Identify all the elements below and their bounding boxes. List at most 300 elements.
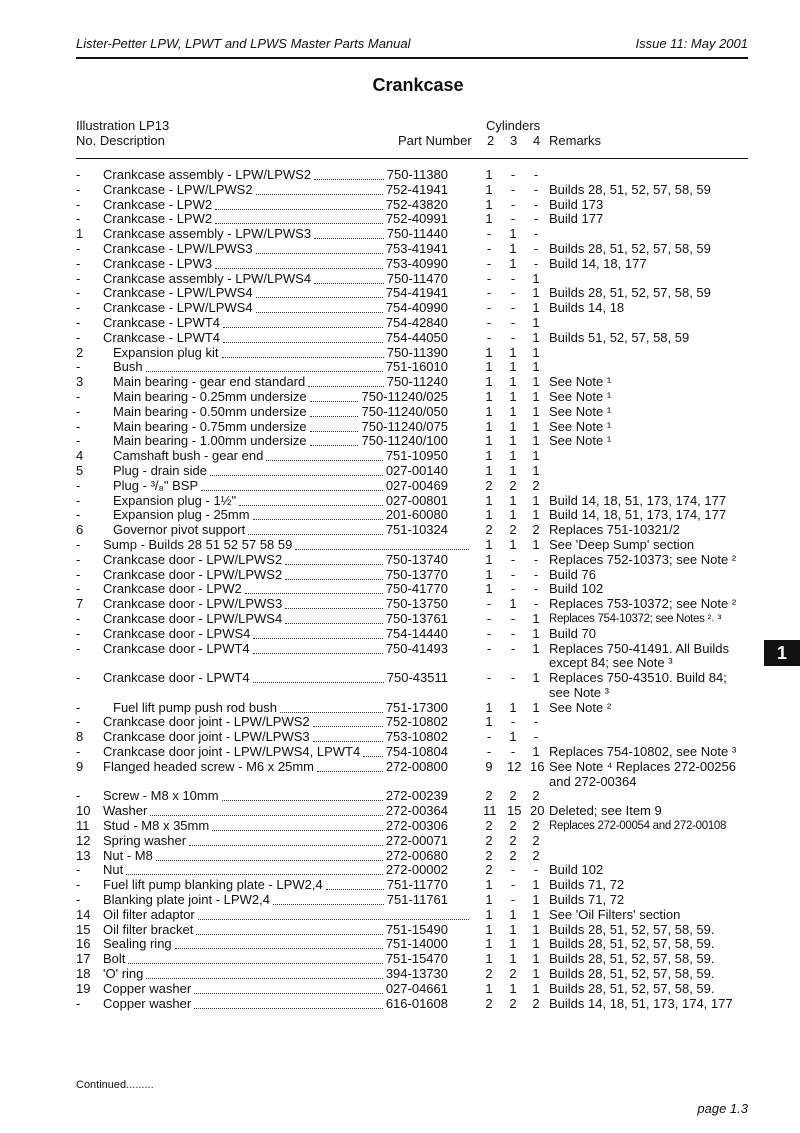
part-description: Crankcase door - LPW2: [103, 581, 242, 597]
qty-4cyl: 1: [532, 403, 540, 419]
table-row: [76, 508, 776, 523]
qty-2cyl: -: [486, 314, 492, 330]
part-number: 027-04661: [385, 980, 448, 996]
item-number: -: [76, 670, 81, 686]
qty-2cyl: -: [486, 300, 492, 316]
item-number: -: [76, 788, 81, 804]
remarks: Replaces 753-10372; see Note ²: [549, 596, 737, 612]
dot-leader: [256, 242, 383, 254]
remarks: See Note ²: [549, 699, 612, 715]
qty-2cyl: 2: [485, 847, 493, 863]
part-description: Main bearing - 1.00mm undersize: [113, 433, 307, 449]
qty-2cyl: 1: [485, 566, 493, 582]
qty-4cyl: 1: [532, 507, 540, 523]
qty-3cyl: -: [510, 877, 516, 893]
part-description: Expansion plug - 1½": [113, 492, 237, 508]
part-description: Crankcase assembly - LPW/LPWS4: [103, 270, 312, 286]
table-row: [76, 523, 776, 538]
remarks: Replaces 754-10372; see Notes ²˒ ³: [549, 612, 721, 625]
part-number: 751-16010: [385, 359, 448, 375]
part-number: 272-00364: [385, 803, 448, 819]
remarks: Builds 28, 51, 52, 57, 58, 59.: [549, 951, 715, 967]
dot-leader: [210, 464, 383, 476]
remarks: Build 14, 18, 177: [549, 255, 647, 271]
table-row: [76, 967, 776, 982]
part-description: Expansion plug - 25mm: [113, 507, 250, 523]
remarks: See Note ¹: [549, 388, 612, 404]
dot-leader: [248, 523, 383, 535]
qty-3cyl: -: [510, 270, 516, 286]
table-row: [76, 479, 776, 494]
table-row: [76, 982, 776, 997]
qty-3cyl: -: [510, 744, 516, 760]
qty-2cyl: 9: [485, 758, 493, 774]
item-number: 4: [76, 448, 84, 464]
remarks: Replaces 750-43510. Build 84;: [549, 670, 727, 686]
part-description: Governor pivot support: [113, 522, 246, 538]
qty-2cyl: 1: [485, 374, 493, 390]
qty-2cyl: -: [486, 240, 492, 256]
dot-leader: [194, 982, 383, 994]
qty-2cyl: 1: [485, 462, 493, 478]
remarks: Replaces 750-41491. All Builds: [549, 640, 729, 656]
qty-2cyl: 1: [485, 980, 493, 996]
item-number: 12: [76, 832, 91, 848]
qty-3cyl: 1: [509, 462, 517, 478]
dot-leader: [313, 715, 383, 727]
table-row: [76, 923, 776, 938]
cyl4-header: 4: [533, 133, 541, 148]
part-number: 750-11240/025: [361, 388, 448, 404]
qty-4cyl: 1: [532, 980, 540, 996]
qty-2cyl: 1: [485, 388, 493, 404]
qty-3cyl: -: [510, 181, 516, 197]
qty-4cyl: -: [533, 729, 539, 745]
item-number: -: [76, 270, 81, 286]
part-number: 750-41770: [385, 581, 448, 597]
qty-2cyl: 2: [485, 788, 493, 804]
qty-2cyl: 1: [485, 167, 493, 182]
dot-leader: [280, 701, 383, 713]
remarks: Builds 51, 52, 57, 58, 59: [549, 329, 690, 345]
qty-4cyl: 1: [532, 329, 540, 345]
qty-2cyl: 1: [485, 359, 493, 375]
qty-3cyl: 1: [509, 906, 517, 922]
item-number: -: [76, 625, 81, 641]
qty-4cyl: 1: [532, 433, 540, 449]
qty-4cyl: -: [533, 167, 539, 182]
qty-3cyl: 2: [509, 477, 517, 493]
table-header-rule: [76, 158, 748, 159]
qty-4cyl: 1: [532, 966, 540, 982]
qty-3cyl: 1: [509, 374, 517, 390]
part-description: Fuel lift pump blanking plate - LPW2,4: [103, 877, 323, 893]
part-number: 750-11240/075: [361, 418, 448, 434]
item-number: -: [76, 892, 81, 908]
qty-3cyl: 1: [509, 226, 517, 242]
qty-3cyl: 2: [509, 966, 517, 982]
qty-2cyl: 1: [485, 877, 493, 893]
table-row: [76, 627, 776, 642]
remarks: Builds 28, 51, 52, 57, 58, 59: [549, 285, 711, 301]
qty-2cyl: 11: [483, 803, 497, 819]
item-number: -: [76, 314, 81, 330]
part-description: Crankcase - LPWT4: [103, 329, 221, 345]
remarks-continued: see Note ³: [549, 684, 609, 700]
qty-3cyl: -: [510, 640, 516, 656]
item-number: 9: [76, 758, 84, 774]
table-row: [76, 582, 776, 597]
item-number: -: [76, 566, 81, 582]
remarks: See 'Deep Sump' section: [549, 536, 695, 552]
dot-leader: [212, 819, 383, 831]
part-description: Crankcase - LPWT4: [103, 314, 221, 330]
remarks: See Note ¹: [549, 418, 612, 434]
part-number: 750-11470: [386, 270, 448, 286]
qty-3cyl: -: [510, 300, 516, 316]
table-row: [76, 272, 776, 287]
section-tab: 1: [764, 640, 800, 666]
qty-2cyl: 1: [485, 418, 493, 434]
item-number: 5: [76, 462, 84, 478]
qty-2cyl: 2: [485, 818, 493, 834]
qty-3cyl: 2: [509, 522, 517, 538]
qty-2cyl: 1: [485, 921, 493, 937]
table-row: [76, 789, 776, 804]
remarks: Build 102: [549, 862, 604, 878]
qty-4cyl: 1: [532, 536, 540, 552]
item-number: 8: [76, 729, 84, 745]
qty-2cyl: 2: [485, 966, 493, 982]
qty-4cyl: -: [533, 551, 539, 567]
qty-3cyl: 2: [509, 832, 517, 848]
qty-2cyl: -: [486, 329, 492, 345]
qty-2cyl: 1: [485, 507, 493, 523]
table-row: [76, 198, 776, 213]
dot-leader: [295, 538, 469, 550]
remarks: Builds 14, 18: [549, 300, 625, 316]
remarks: Build 14, 18, 51, 173, 174, 177: [549, 507, 727, 523]
part-description: Washer: [103, 803, 148, 819]
part-number: 754-44050: [385, 329, 448, 345]
qty-4cyl: 1: [532, 359, 540, 375]
qty-4cyl: 2: [532, 995, 540, 1011]
qty-2cyl: 1: [485, 433, 493, 449]
remarks: See Note ¹: [549, 374, 612, 390]
qty-2cyl: -: [486, 285, 492, 301]
remarks: See Note ⁴ Replaces 272-00256: [549, 758, 736, 774]
dot-leader: [314, 272, 384, 284]
dot-leader: [253, 642, 383, 654]
part-description: Crankcase door - LPWT4: [103, 670, 250, 686]
item-number: 15: [76, 921, 91, 937]
qty-3cyl: 1: [509, 403, 517, 419]
item-number: -: [76, 181, 81, 197]
item-number: -: [76, 167, 81, 182]
part-description: Crankcase - LPW2: [103, 211, 213, 227]
item-number: 19: [76, 980, 91, 996]
item-number: 2: [76, 344, 84, 360]
remarks-header: Remarks: [549, 133, 602, 148]
dot-leader: [310, 390, 358, 402]
table-row: [76, 183, 776, 198]
qty-4cyl: 20: [530, 803, 545, 819]
part-number: 750-13761: [385, 610, 448, 626]
qty-2cyl: 1: [485, 196, 493, 212]
item-number: -: [76, 610, 81, 626]
remarks: Deleted; see Item 9: [549, 803, 662, 819]
item-number: 3: [76, 374, 84, 390]
dot-leader: [175, 937, 383, 949]
qty-4cyl: -: [533, 596, 539, 612]
qty-4cyl: 1: [532, 344, 540, 360]
qty-4cyl: 1: [532, 374, 540, 390]
remarks: Build 177: [549, 211, 604, 227]
qty-2cyl: 1: [485, 492, 493, 508]
dot-leader: [253, 508, 383, 520]
part-number: 750-11440: [386, 226, 448, 242]
dot-leader: [266, 449, 383, 461]
qty-4cyl: 1: [532, 300, 540, 316]
dot-leader: [363, 745, 383, 757]
qty-2cyl: 1: [485, 181, 493, 197]
parts-list: [76, 168, 776, 1011]
part-number: 272-00239: [385, 788, 448, 804]
item-number: 14: [76, 906, 91, 922]
part-description: Crankcase door - LPW/LPWS4: [103, 610, 283, 626]
item-number: 10: [76, 803, 91, 819]
part-description: Copper washer: [103, 980, 192, 996]
qty-2cyl: 1: [485, 581, 493, 597]
qty-3cyl: 1: [509, 240, 517, 256]
qty-4cyl: 1: [532, 921, 540, 937]
qty-3cyl: 2: [509, 788, 517, 804]
part-number: 027-00801: [385, 492, 448, 508]
part-number: 201-60080: [385, 507, 448, 523]
dot-leader: [222, 789, 383, 801]
qty-3cyl: 1: [509, 596, 517, 612]
qty-3cyl: 1: [509, 936, 517, 952]
table-row: [76, 819, 776, 834]
part-number: 751-15470: [385, 951, 448, 967]
part-number: 754-41941: [385, 285, 448, 301]
qty-2cyl: 1: [485, 448, 493, 464]
qty-4cyl: -: [533, 862, 539, 878]
item-number: -: [76, 285, 81, 301]
qty-3cyl: -: [510, 314, 516, 330]
part-number: 753-40990: [385, 255, 448, 271]
header-rule: [76, 57, 748, 59]
qty-4cyl: 2: [532, 818, 540, 834]
qty-2cyl: 1: [485, 714, 493, 730]
part-number: 272-00800: [385, 758, 448, 774]
qty-3cyl: 1: [509, 980, 517, 996]
cyl3-header: 3: [510, 133, 518, 148]
part-number: 750-11240/050: [361, 403, 448, 419]
qty-2cyl: -: [486, 255, 492, 271]
part-number: 750-11240/100: [361, 433, 448, 449]
qty-4cyl: 1: [532, 625, 540, 641]
item-number: -: [76, 862, 81, 878]
qty-2cyl: 1: [485, 551, 493, 567]
item-number: -: [76, 211, 81, 227]
cylinders-header: Cylinders: [486, 118, 541, 133]
qty-2cyl: 1: [485, 906, 493, 922]
part-description: Crankcase - LPW/LPWS4: [103, 285, 253, 301]
remarks: Replaces 751-10321/2: [549, 522, 680, 538]
page-title: Crankcase: [372, 75, 464, 95]
qty-3cyl: -: [510, 714, 516, 730]
no-description-header: No. Description: [76, 133, 165, 148]
table-row: [76, 908, 776, 923]
remarks: Build 102: [549, 581, 604, 597]
qty-3cyl: 1: [509, 951, 517, 967]
remarks: Replaces 752-10373; see Note ²: [549, 551, 737, 567]
part-number: 750-13740: [385, 551, 448, 567]
qty-3cyl: -: [510, 211, 516, 227]
part-description: Crankcase assembly - LPW/LPWS3: [103, 226, 312, 242]
item-number: 6: [76, 522, 84, 538]
part-description: Camshaft bush - gear end: [113, 448, 264, 464]
dot-leader: [273, 893, 384, 905]
part-number: 752-40991: [385, 211, 448, 227]
qty-4cyl: -: [533, 566, 539, 582]
part-description: Crankcase door - LPW/LPWS2: [103, 551, 283, 567]
part-number: 751-17300: [385, 699, 448, 715]
qty-3cyl: -: [510, 892, 516, 908]
dot-leader: [326, 878, 384, 890]
qty-2cyl: -: [486, 640, 492, 656]
qty-3cyl: -: [510, 625, 516, 641]
part-number: 751-11770: [386, 877, 448, 893]
dot-leader: [128, 952, 383, 964]
dot-leader: [196, 923, 383, 935]
remarks: Builds 28, 51, 52, 57, 58, 59.: [549, 936, 715, 952]
part-description: Crankcase door joint - LPW/LPWS2: [103, 714, 310, 730]
dot-leader: [256, 301, 383, 313]
remarks: Builds 28, 51, 52, 57, 58, 59.: [549, 921, 715, 937]
qty-4cyl: 2: [532, 788, 540, 804]
item-number: -: [76, 255, 81, 271]
table-row: [76, 863, 776, 878]
part-number: 750-13770: [385, 566, 448, 582]
part-description: Crankcase door joint - LPW/LPWS4, LPWT4: [103, 744, 361, 760]
qty-3cyl: 1: [509, 359, 517, 375]
table-row: [76, 168, 776, 183]
table-row: [76, 464, 776, 479]
qty-3cyl: 1: [509, 492, 517, 508]
table-row: [76, 952, 776, 967]
part-number: 751-10950: [385, 448, 448, 464]
qty-3cyl: -: [510, 167, 516, 182]
part-description: Oil filter adaptor: [103, 906, 195, 922]
qty-2cyl: 2: [485, 477, 493, 493]
part-description: Main bearing - gear end standard: [113, 374, 306, 390]
dot-leader: [150, 804, 383, 816]
qty-4cyl: 1: [532, 906, 540, 922]
qty-4cyl: 1: [532, 270, 540, 286]
item-number: -: [76, 359, 81, 375]
part-number: 750-41493: [385, 640, 448, 656]
table-row: [76, 612, 776, 627]
item-number: 13: [76, 847, 91, 863]
qty-4cyl: -: [533, 211, 539, 227]
part-description: Crankcase door joint - LPW/LPWS3: [103, 729, 310, 745]
qty-2cyl: -: [486, 625, 492, 641]
table-row: [76, 834, 776, 849]
qty-2cyl: -: [486, 610, 492, 626]
table-row: [76, 227, 776, 242]
qty-4cyl: -: [533, 240, 539, 256]
dot-leader: [201, 479, 383, 491]
part-number-header: Part Number: [398, 133, 472, 148]
qty-3cyl: -: [510, 285, 516, 301]
table-row: [76, 671, 776, 701]
table-row: [76, 937, 776, 952]
dot-leader: [156, 849, 383, 861]
table-row: [76, 286, 776, 301]
dot-leader: [198, 908, 469, 920]
dot-leader: [285, 553, 383, 565]
part-number: 272-00002: [385, 862, 448, 878]
qty-4cyl: -: [533, 226, 539, 242]
qty-4cyl: 1: [532, 951, 540, 967]
dot-leader: [285, 597, 383, 609]
remarks-continued: except 84; see Note ³: [549, 655, 673, 671]
item-number: 7: [76, 596, 84, 612]
item-number: -: [76, 877, 81, 893]
part-description: Crankcase assembly - LPW/LPWS2: [103, 167, 312, 182]
table-row: [76, 257, 776, 272]
qty-4cyl: 1: [532, 285, 540, 301]
table-row: [76, 997, 776, 1012]
part-number: 753-10802: [385, 729, 448, 745]
dot-leader: [215, 198, 383, 210]
qty-2cyl: -: [486, 729, 492, 745]
dot-leader: [146, 967, 383, 979]
remarks: Replaces 272-00054 and 272-00108: [549, 820, 727, 833]
part-number: 272-00680: [385, 847, 448, 863]
remarks: See Note ¹: [549, 403, 612, 419]
part-number: 754-14440: [385, 625, 448, 641]
table-row: [76, 760, 776, 790]
continued-note: Continued.........: [76, 1079, 154, 1091]
part-description: Copper washer: [103, 995, 192, 1011]
remarks: Builds 28, 51, 52, 57, 58, 59: [549, 181, 711, 197]
table-row: [76, 316, 776, 331]
table-row: [76, 375, 776, 390]
remarks: Replaces 754-10802, see Note ³: [549, 744, 737, 760]
part-description: Plug - drain side: [113, 462, 207, 478]
table-row: [76, 568, 776, 583]
qty-3cyl: 15: [507, 803, 522, 819]
part-number: 272-00306: [385, 818, 448, 834]
part-number: 750-11240: [386, 374, 448, 390]
qty-3cyl: 1: [509, 418, 517, 434]
table-row: [76, 434, 776, 449]
item-number: -: [76, 418, 81, 434]
qty-3cyl: 2: [509, 818, 517, 834]
qty-4cyl: 16: [530, 758, 545, 774]
qty-4cyl: 1: [532, 892, 540, 908]
qty-4cyl: 1: [532, 640, 540, 656]
part-description: Expansion plug kit: [113, 344, 219, 360]
part-number: 272-00071: [385, 832, 448, 848]
item-number: -: [76, 507, 81, 523]
qty-3cyl: 2: [509, 995, 517, 1011]
table-row: [76, 642, 776, 672]
qty-3cyl: -: [510, 670, 516, 686]
